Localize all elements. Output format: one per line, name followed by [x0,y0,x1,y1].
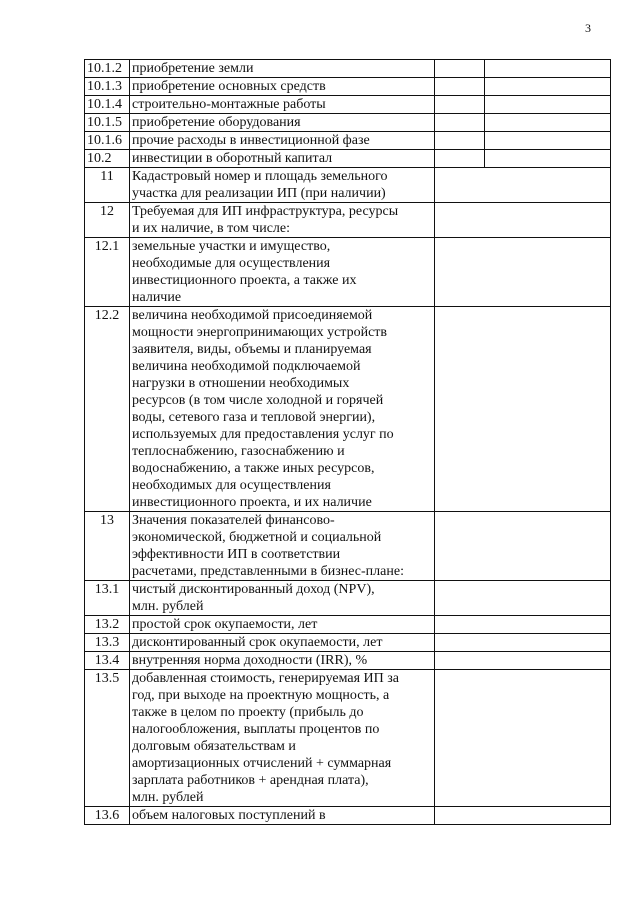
row-description [130,307,435,512]
row-description [130,652,435,670]
row-description: прочие расходы в инвестиционной фазе [130,132,435,150]
row-description [130,581,435,616]
table-row [85,78,611,96]
table-row [85,203,611,238]
value-cell[interactable] [435,616,611,634]
value-cell-a[interactable] [435,60,485,78]
row-description [130,616,435,634]
description-line: чистый дисконтированный доход (NPV), [132,582,375,597]
value-cell-a[interactable] [435,96,485,114]
description-line: также в целом по проекту (прибыль до [132,705,364,720]
description-line: необходимые для осуществления [132,256,331,271]
table-row [85,307,611,512]
description-line: мощности энергопринимающих устройств [132,325,388,340]
value-cell[interactable] [435,168,611,203]
table-row [85,512,611,581]
row-description: строительно-монтажные работы [130,96,435,114]
description-line: и их наличие, в том числе: [132,221,291,236]
description-line: заявителя, виды, объемы и планируемая [132,342,372,357]
description-line: объем налоговых поступлений в [132,808,326,823]
table-row [85,670,611,807]
table-row [85,96,611,114]
value-cell[interactable] [435,512,611,581]
value-cell-b[interactable] [485,114,611,132]
row-description [130,512,435,581]
table-row [85,168,611,203]
description-line: используемых для предоставления услуг по [132,427,394,442]
row-number: 13.3 [85,634,130,652]
value-cell[interactable] [435,238,611,307]
row-description [130,203,435,238]
row-number: 13.6 [85,807,130,825]
row-number: 13.5 [85,670,130,807]
table-row [85,581,611,616]
description-line: величина необходимой подключаемой [132,359,361,374]
table-row [85,132,611,150]
row-description [130,238,435,307]
row-number: 13.1 [85,581,130,616]
value-cell[interactable] [435,634,611,652]
description-line: ресурсов (в том числе холодной и горячей [132,393,384,408]
description-line: млн. рублей [132,790,204,805]
description-line: величина необходимой присоединяемой [132,308,373,323]
description-line: водоснабжению, а также иных ресурсов, [132,461,375,476]
description-line: наличие [132,290,182,305]
description-line: инвестиционного проекта, а также их [132,273,357,288]
row-description: приобретение земли [130,60,435,78]
description-line: налогообложения, выплаты процентов по [132,722,380,737]
description-line: нагрузки в отношении необходимых [132,376,350,391]
row-description [130,634,435,652]
description-line: простой срок окупаемости, лет [132,617,318,632]
value-cell[interactable] [435,307,611,512]
value-cell-a[interactable] [435,114,485,132]
description-line: инвестиционного проекта, и их наличие [132,495,372,510]
description-line: добавленная стоимость, генерируемая ИП за [132,671,399,686]
value-cell[interactable] [435,203,611,238]
table-row [85,616,611,634]
row-description: инвестиции в оборотный капитал [130,150,435,168]
row-number: 12 [85,203,130,238]
value-cell-a[interactable] [435,132,485,150]
row-number: 13.4 [85,652,130,670]
description-line: Требуемая для ИП инфраструктура, ресурсы [132,204,399,219]
description-line: дисконтированный срок окупаемости, лет [132,635,383,650]
description-line: земельные участки и имущество, [132,239,331,254]
description-line: год, при выходе на проектную мощность, а [132,688,390,703]
value-cell[interactable] [435,581,611,616]
value-cell-a[interactable] [435,150,485,168]
row-number: 10.1.2 [85,60,130,78]
value-cell-b[interactable] [485,78,611,96]
description-line: Кадастровый номер и площадь земельного [132,169,388,184]
row-number: 10.1.3 [85,78,130,96]
description-line: необходимых для осуществления [132,478,331,493]
row-number: 12.2 [85,307,130,512]
value-cell-b[interactable] [485,96,611,114]
table-row [85,150,611,168]
description-line: эффективности ИП в соответствии [132,547,341,562]
table-row [85,652,611,670]
description-line: теплоснабжению, газоснабжению и [132,444,345,459]
row-number: 12.1 [85,238,130,307]
description-line: экономической, бюджетной и социальной [132,530,382,545]
value-cell-b[interactable] [485,60,611,78]
row-number: 10.2 [85,150,130,168]
row-number: 13 [85,512,130,581]
value-cell-b[interactable] [485,150,611,168]
row-description [130,670,435,807]
table-row [85,238,611,307]
row-description: приобретение оборудования [130,114,435,132]
table-row [85,114,611,132]
value-cell[interactable] [435,670,611,807]
value-cell[interactable] [435,807,611,825]
description-line: Значения показателей финансово- [132,513,335,528]
value-cell-b[interactable] [485,132,611,150]
description-line: внутренняя норма доходности (IRR), % [132,653,368,668]
row-number: 10.1.4 [85,96,130,114]
description-line: воды, сетевого газа и тепловой энергии), [132,410,376,425]
value-cell[interactable] [435,652,611,670]
value-cell-a[interactable] [435,78,485,96]
row-number: 13.2 [85,616,130,634]
description-line: участка для реализации ИП (при наличии) [132,186,386,201]
description-line: долговым обязательствам и [132,739,296,754]
description-line: расчетами, представленными в бизнес-плане: [132,564,404,579]
table-row [85,60,611,78]
description-line: млн. рублей [132,599,204,614]
row-description [130,168,435,203]
page-number: 3 [585,21,591,35]
table-row [85,634,611,652]
row-number: 10.1.5 [85,114,130,132]
description-line: зарплата работников + арендная плата), [132,773,369,788]
description-line: амортизационных отчислений + суммарная [132,756,392,771]
row-number: 11 [85,168,130,203]
row-description: приобретение основных средств [130,78,435,96]
row-description [130,807,435,825]
table-row [85,807,611,825]
application-form-table [84,59,611,825]
row-number: 10.1.6 [85,132,130,150]
